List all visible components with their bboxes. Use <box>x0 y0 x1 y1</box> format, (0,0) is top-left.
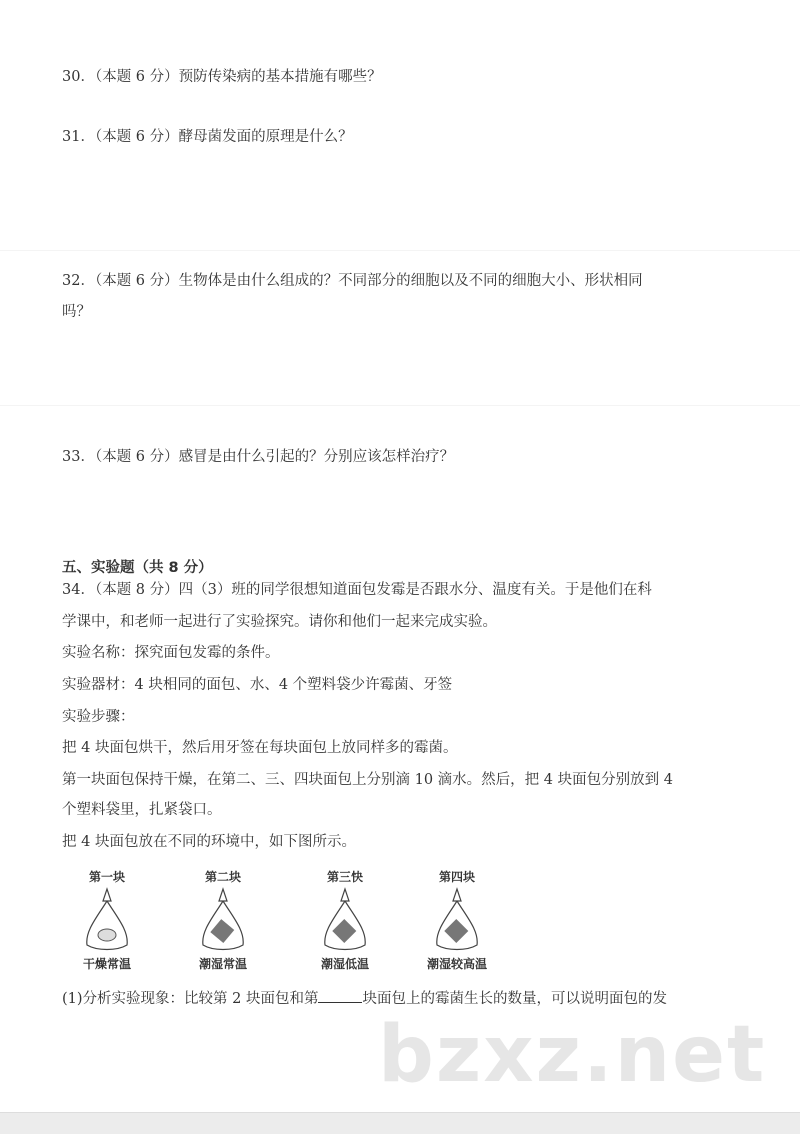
figure-label-bottom: 潮湿常温 <box>198 957 247 971</box>
q34-subquestion-1 <box>62 990 667 1008</box>
figure-label-top: 第三快 <box>326 870 363 884</box>
question-32-line2: 吗？ <box>62 304 91 320</box>
q34-line: 把 4 块面包烘干，然后用牙签在每块面包上放同样多的霉菌。 <box>62 740 458 756</box>
bread-bag-figure-2 <box>178 868 268 972</box>
figure-label-bottom: 潮湿低温 <box>320 957 369 971</box>
q34-line: 学课中，和老师一起进行了实验探究。请你和他们一起来完成实验。 <box>62 614 497 630</box>
question-31: 31．（本题 6 分）酵母菌发面的原理是什么？ <box>62 129 353 145</box>
bag-moldy-bread-icon <box>427 887 487 953</box>
bread-bag-figure-1 <box>62 868 152 972</box>
bag-dry-bread-icon <box>77 887 137 953</box>
figure-label-top: 第二块 <box>204 870 241 884</box>
bag-moldy-bread-icon <box>193 887 253 953</box>
section-title: 五、实验题（共 8 分） <box>62 560 213 576</box>
figure-label-top: 第四块 <box>438 870 475 884</box>
bread-bag-figure-3 <box>300 868 390 972</box>
bread-bag-figure-4 <box>412 868 502 972</box>
bag-moldy-bread-icon <box>315 887 375 953</box>
question-33: 33．（本题 6 分）感冒是由什么引起的？分别应该怎样治疗？ <box>62 449 455 465</box>
q34-line: 34．（本题 8 分）四（3）班的同学很想知道面包发霉是否跟水分、温度有关。于是他们在科 <box>62 582 652 598</box>
divider <box>0 250 800 251</box>
q34-line: 实验名称：探究面包发霉的条件。 <box>62 645 280 661</box>
subquestion-text: 块面包上的霉菌生长的数量，可以说明面包的发 <box>362 991 667 1007</box>
divider <box>0 405 800 406</box>
figure-label-bottom: 干燥常温 <box>82 957 131 971</box>
q34-line: 个塑料袋里，扎紧袋口。 <box>62 802 222 818</box>
q34-line: 实验步骤： <box>62 709 135 725</box>
figure-label-top: 第一块 <box>88 870 125 884</box>
watermark: bzxz.net <box>378 1010 767 1100</box>
page-bottom-bar <box>0 1112 800 1134</box>
question-32-line1: 32．（本题 6 分）生物体是由什么组成的？不同部分的细胞以及不同的细胞大小、形状相同 <box>62 273 643 289</box>
figure-label-bottom: 潮湿较高温 <box>426 957 487 971</box>
subquestion-text: (1)分析实验现象：比较第 2 块面包和第 <box>62 991 319 1007</box>
question-30: 30．（本题 6 分）预防传染病的基本措施有哪些？ <box>62 69 382 85</box>
q34-line: 把 4 块面包放在不同的环境中，如下图所示。 <box>62 834 356 850</box>
q34-line: 第一块面包保持干燥，在第二、三、四块面包上分别滴 10 滴水。然后，把 4 块面包分别放到 4 <box>62 772 673 788</box>
answer-blank[interactable] <box>318 1002 362 1003</box>
q34-line: 实验器材：4 块相同的面包、水、4 个塑料袋少许霉菌、牙签 <box>62 677 453 693</box>
